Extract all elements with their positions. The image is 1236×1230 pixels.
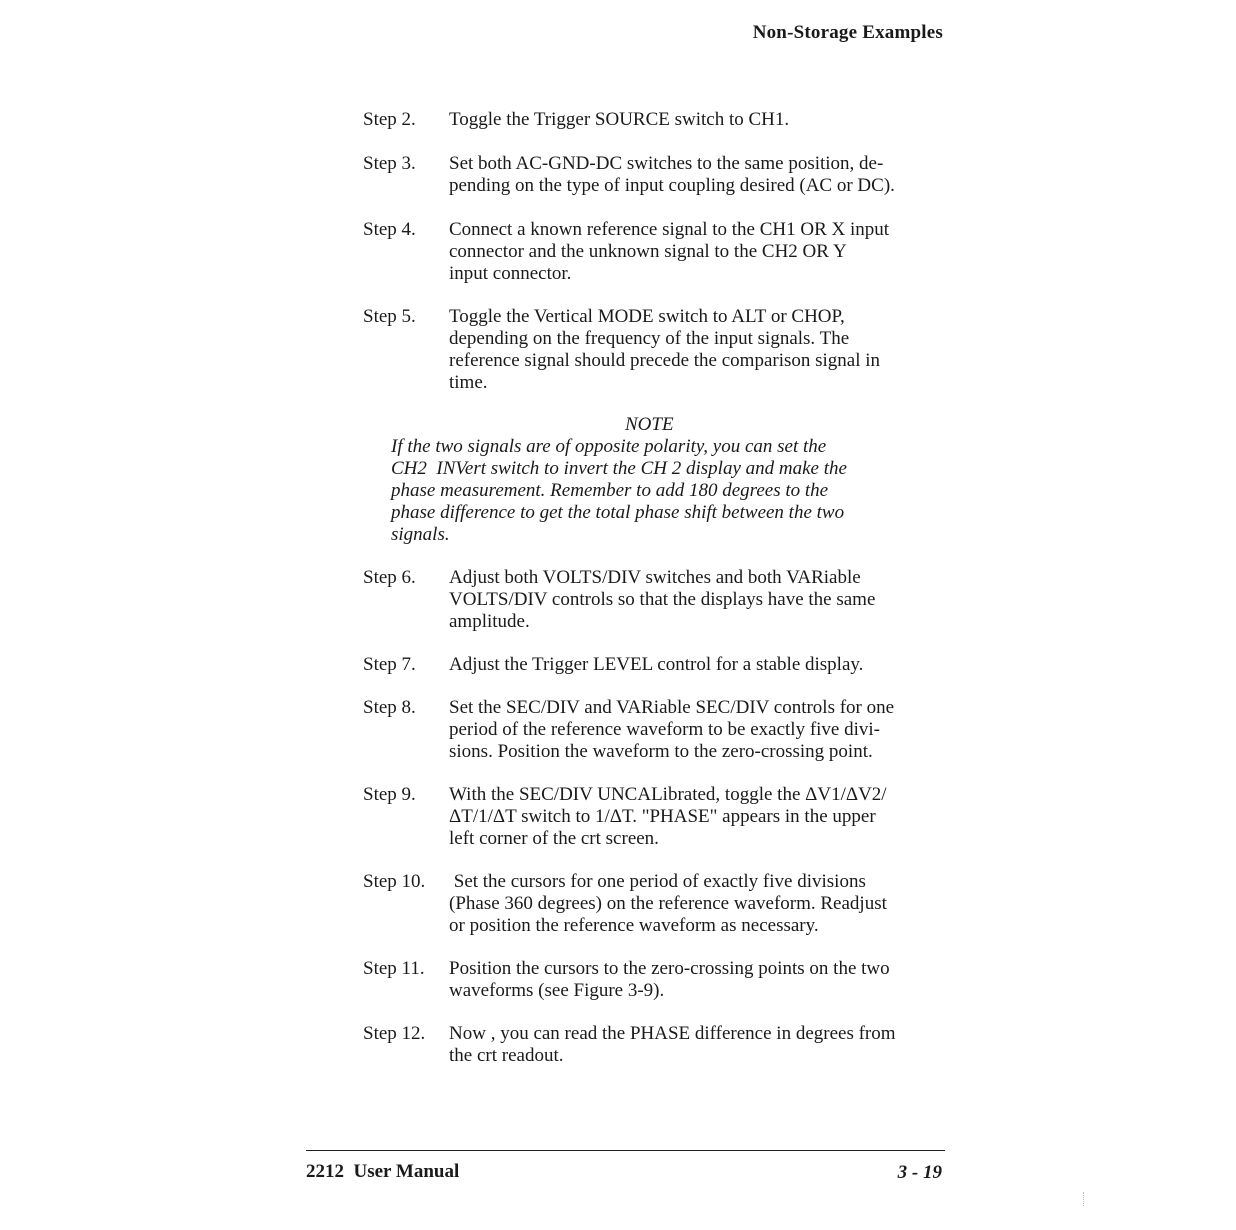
step-number: Step 2.: [363, 109, 416, 130]
step-text: [449, 654, 959, 676]
note-block: [391, 414, 951, 546]
step-text-line: left corner of the crt screen.: [449, 828, 659, 849]
step-text: [449, 109, 959, 131]
step-text-line: sions. Position the waveform to the zero-crossing point.: [449, 741, 873, 762]
note-line: If the two signals are of opposite polarity, you can set the: [391, 436, 827, 457]
step-text: [449, 153, 959, 197]
step-text-line: time.: [449, 372, 488, 393]
step-text-line: period of the reference waveform to be exactly five divi-: [449, 719, 880, 740]
step-text-line: Toggle the Vertical MODE switch to ALT or CHOP,: [449, 306, 845, 327]
step-text-line: VOLTS/DIV controls so that the displays have the same: [449, 589, 876, 610]
step-number: Step 3.: [363, 153, 416, 174]
step-text-line: depending on the frequency of the input signals. The: [449, 328, 850, 349]
step-text: [449, 219, 959, 285]
note-line: CH2 INVert switch to invert the CH 2 display and make the: [391, 458, 847, 479]
step-text-line: amplitude.: [449, 611, 530, 632]
step-text-line: Connect a known reference signal to the CH1 OR X input: [449, 219, 890, 240]
step-number: Step 11.: [363, 958, 425, 979]
step-text: [449, 1023, 959, 1067]
step-text: [449, 958, 959, 1002]
note-line: phase difference to get the total phase shift between the two: [391, 502, 845, 523]
step-text-line: Set the cursors for one period of exactly five divisions: [449, 871, 866, 892]
step-text-line: reference signal should precede the comparison signal in: [449, 350, 881, 371]
step-text-line: Toggle the Trigger SOURCE switch to CH1.: [449, 109, 790, 130]
step-number: Step 6.: [363, 567, 416, 588]
step-text-line: Adjust the Trigger LEVEL control for a stable display.: [449, 654, 864, 675]
step-text-line: Adjust both VOLTS/DIV switches and both VARiable: [449, 567, 861, 588]
step-number: Step 7.: [363, 654, 416, 675]
step-text-line: or position the reference waveform as necessary.: [449, 915, 819, 936]
step-text-line: With the SEC/DIV UNCALibrated, toggle the ΔV1/ΔV2/: [449, 784, 887, 805]
step-text-line: the crt readout.: [449, 1045, 564, 1066]
note-title: NOTE: [625, 414, 674, 435]
step-text-line: Position the cursors to the zero-crossing points on the two: [449, 958, 890, 979]
step-text: [449, 697, 959, 763]
step-text-line: connector and the unknown signal to the CH2 OR Y: [449, 241, 847, 262]
step-text-line: Set the SEC/DIV and VARiable SEC/DIV controls for one: [449, 697, 895, 718]
step-text-line: Now , you can read the PHASE difference in degrees from: [449, 1023, 896, 1044]
step-number: Step 9.: [363, 784, 416, 805]
step-text-line: Set both AC-GND-DC switches to the same position, de-: [449, 153, 884, 174]
step-text-line: pending on the type of input coupling desired (AC or DC).: [449, 175, 895, 196]
step-number: Step 10.: [363, 871, 426, 892]
step-number: Step 5.: [363, 306, 416, 327]
step-text: [449, 871, 959, 937]
footer-manual-title: 2212 User Manual: [306, 1161, 460, 1182]
running-header: Non-Storage Examples: [752, 22, 943, 43]
step-text-line: (Phase 360 degrees) on the reference waveform. Readjust: [449, 893, 887, 914]
step-text-line: waveforms (see Figure 3-9).: [449, 980, 665, 1001]
step-number: Step 8.: [363, 697, 416, 718]
step-text: [449, 784, 959, 850]
step-text-line: ΔT/1/ΔT switch to 1/ΔT. "PHASE" appears in the upper: [449, 806, 876, 827]
note-line: phase measurement. Remember to add 180 degrees to the: [391, 480, 829, 501]
step-number: Step 4.: [363, 219, 416, 240]
step-number: Step 12.: [363, 1023, 426, 1044]
scan-mark: [1083, 1192, 1085, 1206]
footer-rule: [306, 1150, 945, 1151]
note-line: signals.: [391, 524, 450, 545]
step-text-line: input connector.: [449, 263, 572, 284]
step-text: [449, 306, 959, 394]
step-text: [449, 567, 959, 633]
footer-page-number: 3 - 19: [897, 1162, 942, 1183]
